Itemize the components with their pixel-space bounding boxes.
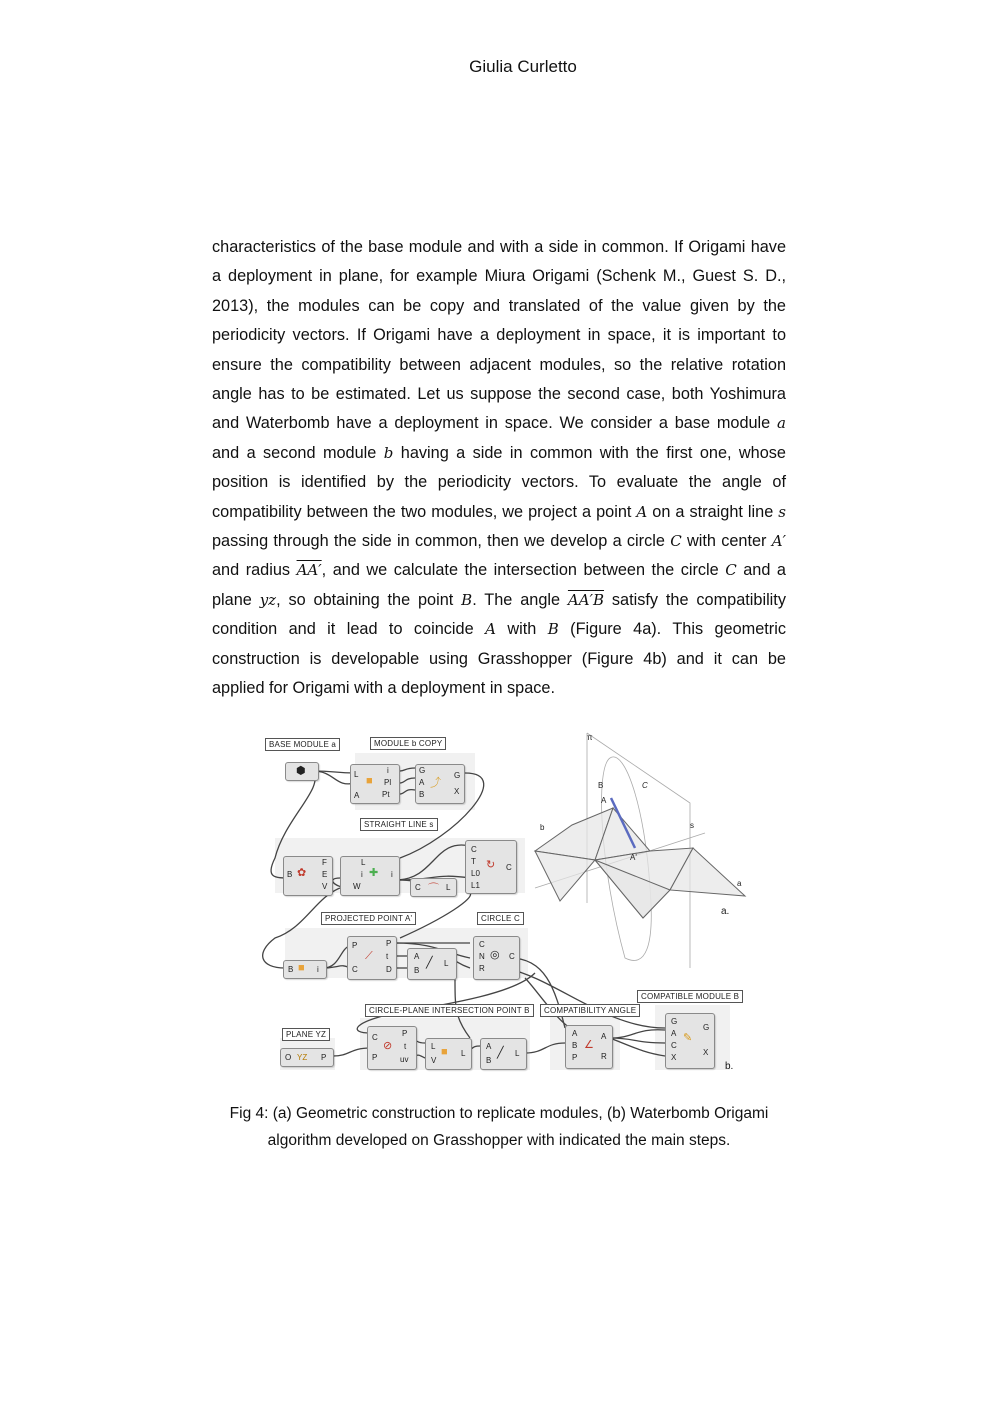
angle-icon: ∠ [584,1039,594,1051]
port: L1 [471,881,480,890]
text-run: (Figure 4a). This geometric construction is developable using Grasshopper (Figure 4b) and it can be applied for Origami with a deployment in space. [212,620,786,698]
label-C: C [642,781,648,790]
port: F [322,858,327,867]
math-b: b [383,443,394,462]
port: P [321,1053,327,1062]
port: D [386,965,392,974]
figure-a-diagram [525,728,775,968]
text-run: with [495,620,548,639]
line-icon: ╱ [497,1047,504,1059]
port: E [322,870,328,879]
math-C: C [725,561,737,580]
math-yz: yz [259,590,277,609]
port: X [454,787,460,796]
port: Pl [384,778,392,787]
port: B [287,870,293,879]
label-s: s [690,821,694,830]
wire [610,1038,665,1043]
port: C [372,1033,378,1042]
port: B [288,965,294,974]
port: G [419,766,426,775]
text-run: , and we calculate the intersection between the circle [321,561,726,580]
port: L [431,1042,436,1051]
wire [400,778,415,783]
math-B: B [461,590,473,609]
curve-icon: ⌒ [428,883,439,895]
math-a: a [777,414,786,433]
wire [323,966,350,968]
port: i [317,965,319,974]
label-circle-plane-intersection: CIRCLE-PLANE INTERSECTION POINT B [365,1004,534,1017]
port: C [352,965,358,974]
wire [263,888,340,968]
port: B [414,966,420,975]
node-circle-cnr[interactable] [473,936,520,980]
figure-4 [255,728,775,1083]
port: L [361,858,366,867]
port: A [419,778,425,787]
label-pi: π [587,733,593,742]
port: B [486,1056,492,1065]
port: i [387,766,389,775]
port: G [454,771,461,780]
node-line[interactable] [407,948,457,980]
math-segment-AA-prime: AA′ [296,561,322,580]
port: A [354,791,360,800]
port: t [404,1042,407,1051]
port: A [601,1032,607,1041]
port: L [446,883,451,892]
text-run: . The angle [472,590,568,609]
port: P [386,939,392,948]
body-paragraph [212,233,786,704]
label-a: a [737,879,742,888]
orient-icon: ⤴ [430,777,441,789]
text-run: having a side in common with the first one, whose position is identified by the periodicity vectors. To evaluate the angle of compatibility between the two modules, we project a point [212,443,786,521]
wire [323,946,350,968]
text-run: on a straight line [647,502,779,521]
port: A [486,1042,492,1051]
port: P [372,1053,378,1062]
node-plane-yz[interactable] [280,1048,334,1067]
label-straight-line: STRAIGHT LINE s [360,818,438,831]
label-B: B [598,781,604,790]
port: R [601,1052,607,1061]
label-compatibility-angle: COMPATIBILITY ANGLE [540,1004,640,1017]
wire [400,790,415,794]
text-run: characteristics of the base module and with a side in common. If Origami have a deployment in plane, for example Miura Origami (Schenk M., Guest S. D., 2013), the modules can be copy and translated of the value given by the periodicity vectors. If Origami have a deployment in space, it is important to ensure the compatibility between adjacent modules, so the relative rotation angle has to be estimated. Let us suppose the second case, both Yoshimura and Waterbomb have a deployment in space. We consider a base module [212,238,786,433]
node-arc[interactable] [465,840,517,894]
port: R [479,964,485,973]
port: V [322,882,328,891]
port: V [431,1056,437,1065]
port: A [414,952,420,961]
text-run: passing through the side in common, then we develop a circle [212,532,671,551]
node-curve-closest-point[interactable] [347,936,397,980]
node-angle[interactable] [565,1025,613,1069]
port: W [353,882,361,891]
math-B: B [547,620,559,639]
math-A: A [485,620,496,639]
port: P [352,941,358,950]
port: t [386,952,389,961]
port: Pt [382,790,390,799]
port: C [471,845,477,854]
project-point-icon: ⟋ [365,950,373,962]
label-circle: CIRCLE C [477,912,524,925]
port: A [671,1029,677,1038]
running-header-author: Giulia Curletto [469,57,577,76]
wire [357,973,535,1033]
text-run: and radius [212,561,297,580]
line-icon: ╱ [426,957,433,969]
module-b-face [535,851,595,901]
node-curve[interactable] [410,878,457,897]
figure-caption [212,1100,786,1154]
wire [398,845,470,880]
intersection-icon: ⊘ [383,1040,393,1052]
node-box[interactable] [350,764,400,804]
port: G [703,1023,710,1032]
list-item-icon: ✚ [369,867,379,879]
arc-icon: ↻ [486,859,496,871]
math-s: s [778,502,786,521]
port: L [354,770,359,779]
label-compatible-module: COMPATIBLE MODULE B [637,990,743,1003]
port: C [509,952,515,961]
node-circle-plane-intersection[interactable] [367,1026,417,1070]
port: P [572,1053,578,1062]
port: A [572,1029,578,1038]
box-icon: ■ [298,962,305,974]
wire [525,1043,565,1053]
port: X [671,1053,677,1062]
port: P [402,1029,408,1038]
math-C: C [670,532,682,551]
wire [400,768,415,771]
caption-line-1: Fig 4: (a) Geometric construction to replicate modules, (b) Waterbomb Origami [229,1105,769,1122]
port: C [671,1041,677,1050]
text-run: satisfy the compatibility condition and it lead to coincide [212,590,786,639]
text-run: and a second module [212,443,384,462]
port: L0 [471,869,480,878]
node-base-module-param[interactable] [285,762,319,781]
port: C [415,883,421,892]
subfigure-label-b: b. [725,1061,734,1072]
node-line-2[interactable] [480,1038,527,1070]
label-b: b [540,823,545,832]
caption-line-2: algorithm developed on Grasshopper with indicated the main steps. [267,1132,731,1149]
node-list-item[interactable] [340,856,400,896]
port: L [461,1049,466,1058]
port: L [444,959,449,968]
math-angle-AA-prime-B: AA′B [567,590,605,609]
subfigure-label-a: a. [721,906,730,917]
circle-icon: ◎ [490,949,500,961]
port: X [703,1048,709,1057]
node-box-2[interactable] [283,960,327,979]
text-run: with center [681,532,772,551]
port: N [479,952,485,961]
wire [333,1048,370,1056]
port: G [671,1017,678,1026]
port: B [419,790,425,799]
math-A-prime: A′ [771,532,786,551]
port: B [572,1041,578,1050]
deconstruct-brep-icon: ✿ [297,867,307,879]
brep-icon: ⬢ [296,765,306,777]
node-list-item-2[interactable] [425,1038,472,1070]
box-icon: ■ [441,1046,448,1058]
port: i [361,870,363,879]
node-rotate[interactable] [665,1013,715,1069]
label-plane-yz: PLANE YZ [282,1028,330,1041]
port: C [506,863,512,872]
label-base-module: BASE MODULE a [265,738,340,751]
port: T [471,857,476,866]
label-module-copy: MODULE b COPY [370,737,446,750]
port: uv [400,1055,409,1064]
port: L [515,1049,520,1058]
plane-yz-icon: YZ [297,1053,308,1062]
port: i [391,870,393,879]
node-deconstruct-brep[interactable] [283,856,333,896]
text-run: and a plane [212,561,786,609]
box-icon: ■ [366,775,373,787]
label-A: A [601,796,607,805]
wire [610,1030,665,1038]
rotate-icon: ✎ [683,1032,693,1044]
port: C [479,940,485,949]
label-A-prime: A' [630,853,637,862]
label-projected-point: PROJECTED POINT A' [321,912,416,925]
node-orient[interactable] [415,764,465,804]
text-run: , so obtaining the point [276,590,462,609]
math-A: A [636,502,648,521]
port: O [285,1053,292,1062]
